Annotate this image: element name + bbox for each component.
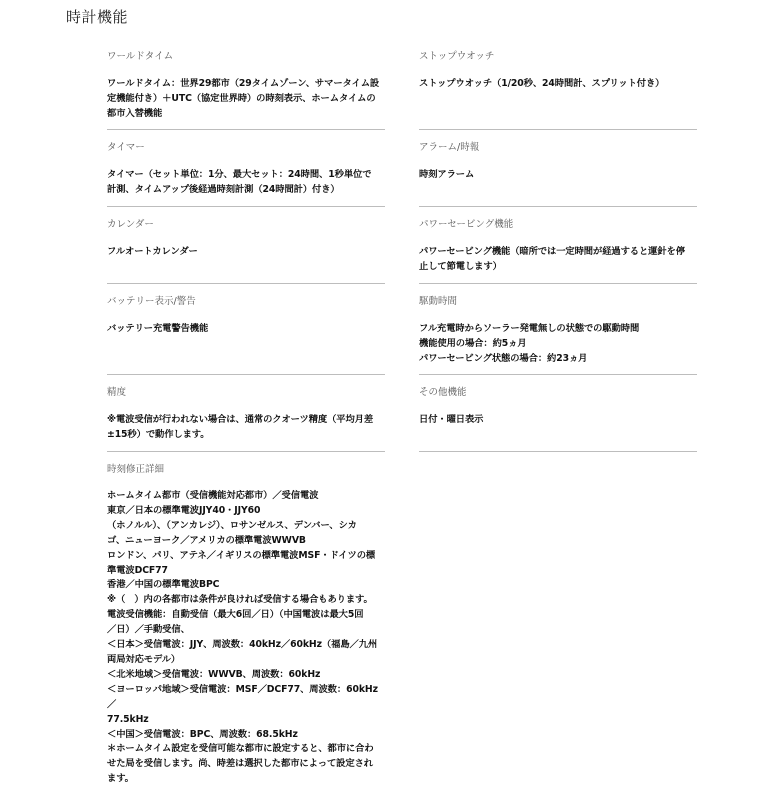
- spec-value: バッテリー充電警告機能: [107, 323, 209, 334]
- divider: [107, 129, 385, 130]
- spec-label: タイマー: [107, 142, 145, 153]
- spec-label: その他機能: [419, 387, 467, 398]
- spec-world-time: [107, 51, 385, 121]
- spec-value: フルオートカレンダー: [107, 246, 198, 257]
- spec-value: タイマー（セット単位：1分、最大セット：24時間、1秒単位で 計測、タイムアップ後経過時刻計測（24時間計）付き）: [107, 169, 372, 195]
- spec-label: 精度: [107, 387, 127, 398]
- divider: [107, 283, 385, 284]
- divider: [419, 451, 697, 452]
- spec-alarm: [419, 142, 697, 182]
- spec-value: ※電波受信が行われない場合は、通常のクオーツ精度（平均月差 ±15秒）で動作します。: [107, 414, 374, 440]
- divider: [419, 206, 697, 207]
- spec-label: ワールドタイム: [107, 51, 174, 62]
- spec-time-correction: [107, 464, 385, 787]
- spec-value: ホームタイム都市（受信機能対応都市）／受信電波 東京／日本の標準電波JJY40・JJY60 （ホノルル）、（アンカレジ）、ロサンゼルス、デンバー、シカ ゴ、ニューヨーク／アメリカの標準電波WWVB ロンドン、パリ、アテネ／イギリスの標準電波MSF・ドイツの標 準電波DCF77 香港／中国の標準電波BPC ※（ ）内の各都市は条件が良ければ受信する場合もあります。 電波受信機能：自動受信（最大6回／日）（中国電波は最大5回 ／日）／手動受信、 ＜日本＞受信電波：JJY、周波数：40kHz／60kHz（福島／九州 両局対応モデル） ＜北米地域＞受信電波：WWVB、周波数：60kHz ＜ヨーロッパ地域＞受信電波：MSF／DCF77、周波数：60kHz／ 77.5kHz ＜中国＞受信電波：BPC、周波数：68.5kHz ＊ホームタイム設定を受信可能な都市に設定すると、都市に合わ せた局を受信します。尚、時差は選択した都市によって設定され ます。: [107, 490, 378, 785]
- spec-timer: [107, 142, 385, 197]
- divider: [419, 374, 697, 375]
- divider: [107, 206, 385, 207]
- spec-value: パワーセービング機能（暗所では一定時間が経過すると運針を停 止して節電します）: [419, 246, 685, 272]
- spec-battery: [107, 296, 385, 336]
- spec-label: 時刻修正詳細: [107, 464, 165, 475]
- divider: [107, 374, 385, 375]
- page-title: 時計機能: [66, 8, 129, 26]
- spec-value: ワールドタイム：世界29都市（29タイムゾーン、サマータイム設 定機能付き）＋UTC（協定世界時）の時刻表示、ホームタイムの 都市入替機能: [107, 78, 380, 119]
- spec-other-functions: [419, 387, 697, 427]
- spec-label: バッテリー表示/警告: [107, 296, 196, 307]
- spec-value: ストップウオッチ（1/20秒、24時間計、スプリット付き）: [419, 78, 665, 89]
- spec-operating-time: [419, 296, 697, 366]
- divider: [419, 129, 697, 130]
- spec-label: 駆動時間: [419, 296, 458, 307]
- divider: [419, 283, 697, 284]
- divider: [107, 451, 385, 452]
- spec-value: 日付・曜日表示: [419, 414, 484, 425]
- spec-value: 時刻アラーム: [419, 169, 475, 180]
- spec-label: カレンダー: [107, 219, 154, 230]
- spec-accuracy: [107, 387, 385, 442]
- spec-power-saving: [419, 219, 697, 274]
- spec-stopwatch: [419, 51, 697, 91]
- spec-calendar: [107, 219, 385, 259]
- spec-label: ストップウオッチ: [419, 51, 495, 62]
- spec-label: パワーセービング機能: [419, 219, 514, 230]
- spec-value: フル充電時からソーラー発電無しの状態での駆動時間 機能使用の場合：約5ヵ月 パワーセービング状態の場合：約23ヵ月: [419, 323, 640, 364]
- spec-label: アラーム/時報: [419, 142, 480, 153]
